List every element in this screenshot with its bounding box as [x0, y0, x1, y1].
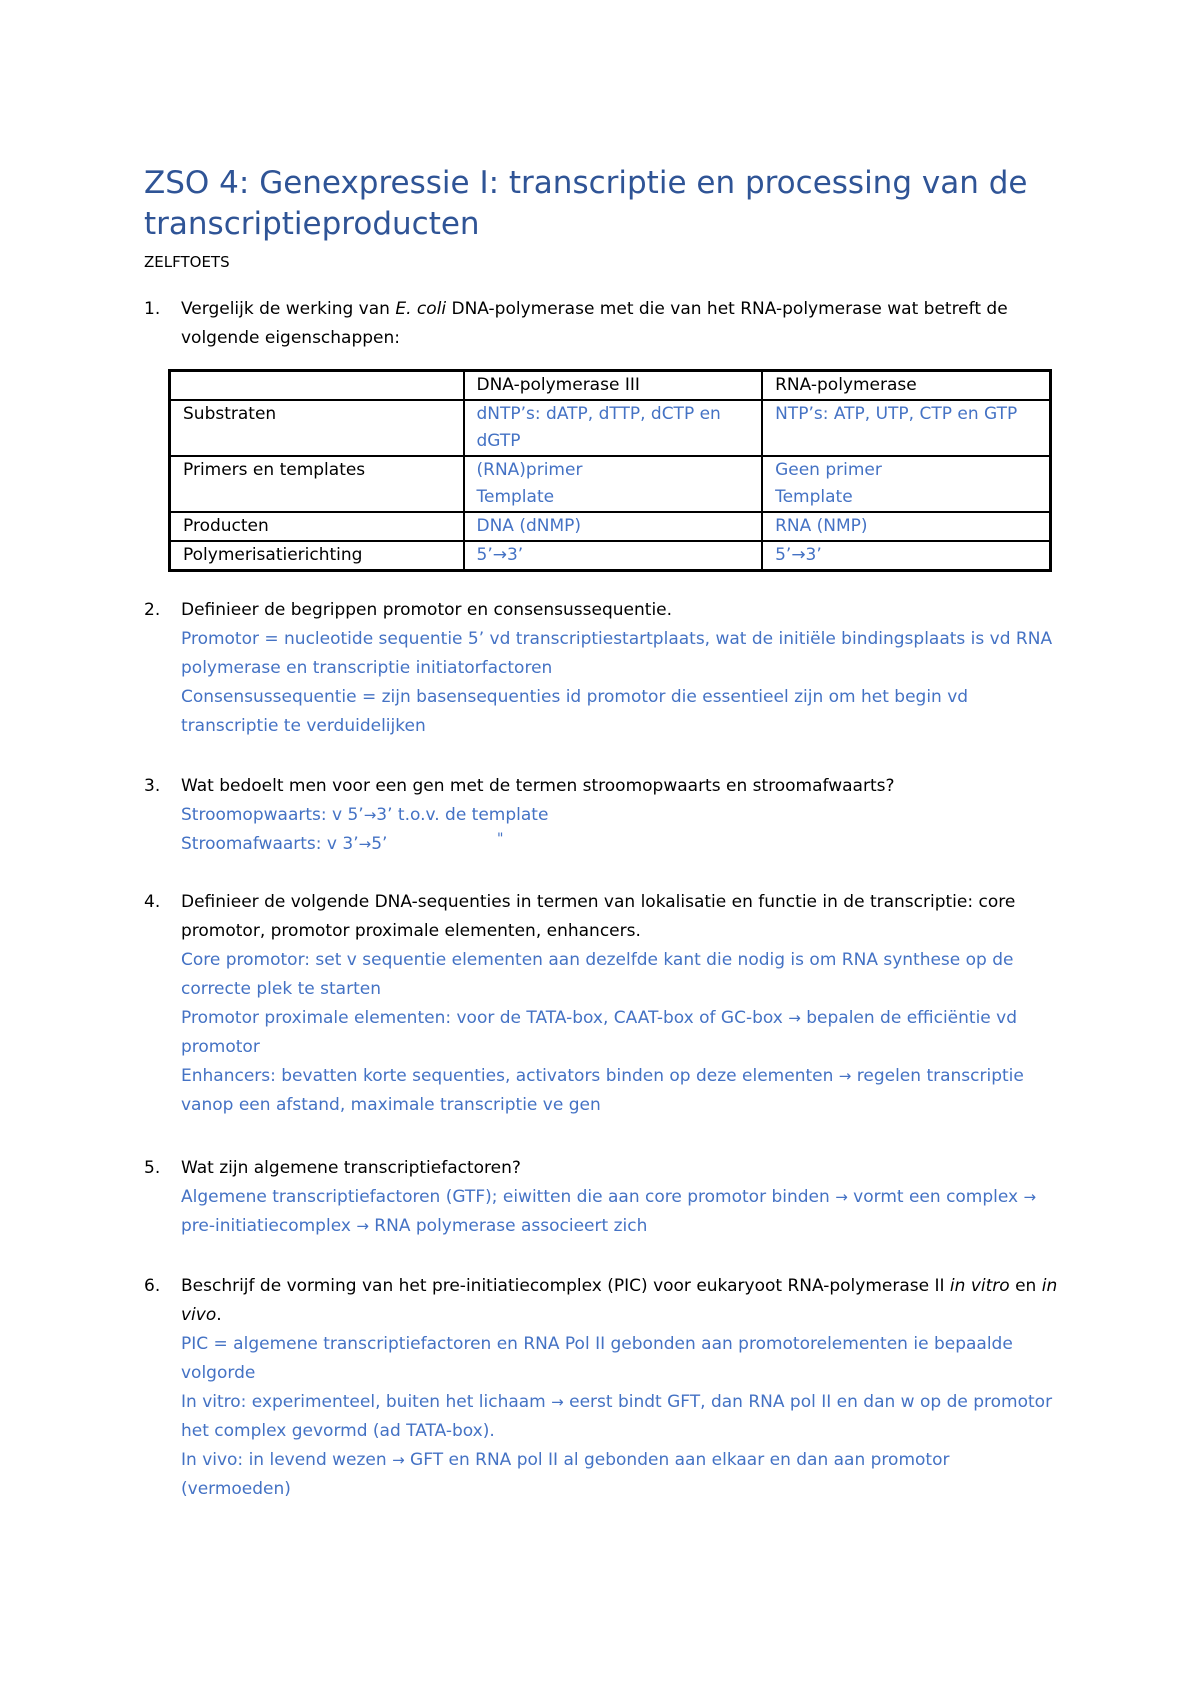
table-row-label: Producten — [170, 512, 464, 541]
table-header-cell — [170, 371, 464, 401]
question-text — [181, 1272, 1064, 1330]
table-header-cell: RNA-polymerase — [762, 371, 1050, 401]
answer-text-part: GFT en RNA pol II al gebonden aan elkaar en dan aan promotor (vermoeden) — [181, 1450, 950, 1499]
question-5 — [144, 1154, 1064, 1241]
table-cell-dna: dNTP’s: dATP, dTTP, dCTP en dGTP — [464, 400, 763, 456]
question-text: Wat zijn algemene transcriptiefactoren? — [181, 1158, 521, 1178]
question-2 — [144, 596, 1064, 741]
arrow-right-icon: → — [392, 1451, 405, 1469]
answer-text-part: Stroomopwaarts: v 5’ — [181, 805, 364, 825]
question-text: Definieer de begrippen promotor en consensussequentie. — [181, 600, 673, 620]
question-number: 2. — [144, 600, 161, 620]
answer-text-part: 3’ t.o.v. de template — [376, 805, 549, 825]
question-text-italic: in vitro — [949, 1276, 1010, 1296]
table-cell-rna: 5’→3’ — [762, 541, 1050, 571]
arrow-right-icon: → — [1023, 1188, 1037, 1206]
table-cell-rna: NTP’s: ATP, UTP, CTP en GTP — [762, 400, 1050, 456]
answer-text: Promotor = nucleotide sequentie 5’ vd transcriptiestartplaats, wat de initiële bindingsplaats is vd RNA polymerase en transcriptie initiatorfactoren — [181, 629, 1053, 678]
question-text-part: Vergelijk de werking van — [181, 299, 396, 319]
comparison-table — [168, 369, 1052, 572]
answer-text: PIC = algemene transcriptiefactoren en RNA Pol II gebonden aan promotorelementen ie bepaalde volgorde — [181, 1334, 1013, 1383]
question-3 — [144, 772, 1064, 859]
question-number: 5. — [144, 1158, 161, 1178]
table-row — [170, 512, 1051, 541]
table-row — [170, 541, 1051, 571]
table-row-label: Primers en templates — [170, 456, 464, 512]
question-number: 3. — [144, 776, 161, 796]
question-text — [181, 295, 1064, 353]
answer-text: Consensussequentie = zijn basensequenties id promotor die essentieel zijn om het begin vd transcriptie te verduidelijken — [181, 687, 969, 736]
answer-text-part: 5’ — [371, 834, 388, 854]
table-cell-line: Geen primer — [775, 460, 882, 480]
question-4 — [144, 888, 1064, 1120]
question-1 — [144, 295, 1064, 353]
answer-text — [181, 1004, 1064, 1062]
question-body — [181, 596, 1064, 741]
arrow-right-icon: → — [551, 1393, 564, 1411]
answer-text-part: RNA polymerase associeert zich — [368, 1216, 648, 1236]
arrow-right-icon: → — [838, 1067, 852, 1085]
question-text-part: DNA-polymerase met die van het RNA-polymerase wat betreft de volgende eigenschappen: — [181, 299, 1008, 348]
answer-text-part: eerst bindt GFT, dan RNA pol II en dan w op de promotor het complex gevormd (ad TATA-box). — [181, 1392, 1053, 1441]
table-cell-rna: RNA (NMP) — [762, 512, 1050, 541]
table-row — [170, 456, 1051, 512]
table-cell-line: Template — [476, 487, 555, 507]
question-text-part: Beschrijf de vorming van het pre-initiatiecomplex (PIC) voor eukaryoot RNA-polymerase II — [181, 1276, 950, 1296]
question-text: Wat bedoelt men voor een gen met de termen stroomopwaarts en stroomafwaarts? — [181, 776, 895, 796]
question-6 — [144, 1272, 1064, 1504]
arrow-right-icon: → — [358, 835, 372, 853]
question-text-italic: E. coli — [395, 299, 447, 319]
table-header-cell: DNA-polymerase III — [464, 371, 763, 401]
question-number: 1. — [144, 299, 161, 319]
question-number: 6. — [144, 1276, 161, 1296]
table-row-label: Substraten — [170, 400, 464, 456]
table-row — [170, 400, 1051, 456]
ditto-mark: " — [497, 831, 504, 847]
answer-text-part: Stroomafwaarts: v 3’ — [181, 834, 359, 854]
answer-text-part: In vitro: experimenteel, buiten het lichaam — [181, 1392, 552, 1412]
question-body — [181, 1272, 1064, 1504]
question-text: Definieer de volgende DNA-sequenties in termen van lokalisatie en functie in de transcriptie: core promotor, promotor proximale elementen, enhancers. — [181, 892, 1016, 941]
arrow-right-icon: → — [356, 1217, 369, 1235]
answer-text — [181, 830, 1064, 859]
question-body — [181, 888, 1064, 1120]
question-body — [181, 772, 1064, 859]
answer-text-part: regelen transcriptie vanop een afstand, maximale transcriptie ve gen — [181, 1066, 1024, 1115]
table-cell-dna — [464, 456, 763, 512]
table-cell-dna: DNA (dNMP) — [464, 512, 763, 541]
page-subtitle: ZELFTOETS — [144, 253, 230, 271]
table-cell-dna: 5’→3’ — [464, 541, 763, 571]
answer-text — [181, 1446, 1064, 1504]
question-text-part: en — [1009, 1276, 1042, 1296]
answer-text — [181, 801, 1064, 830]
table-cell-rna — [762, 456, 1050, 512]
answer-text-part: bepalen de efficiëntie vd promotor — [181, 1008, 1018, 1057]
page-title: ZSO 4: Genexpressie I: transcriptie en processing van de transcriptieproducten — [144, 165, 1028, 242]
question-text-part: . — [216, 1305, 222, 1325]
table-cell-line: (RNA)primer — [476, 460, 583, 480]
arrow-right-icon: → — [363, 806, 377, 824]
answer-text-part: In vivo: in levend wezen — [181, 1450, 393, 1470]
answer-text — [181, 1183, 1064, 1241]
answer-text-part: Enhancers: bevatten korte sequenties, activators binden op deze elementen — [181, 1066, 839, 1086]
answer-text-part: vormt een complex — [847, 1187, 1024, 1207]
question-number: 4. — [144, 892, 161, 912]
answer-text: Core promotor: set v sequentie elementen aan dezelfde kant die nodig is om RNA synthese op de correcte plek te starten — [181, 950, 1014, 999]
answer-text — [181, 1062, 1064, 1120]
arrow-right-icon: → — [788, 1009, 801, 1027]
answer-text-part: pre-initiatiecomplex — [181, 1216, 357, 1236]
answer-text — [181, 1388, 1064, 1446]
question-text-italic: in vivo — [181, 1276, 1058, 1325]
arrow-right-icon: → — [835, 1188, 848, 1206]
table-row-label: Polymerisatierichting — [170, 541, 464, 571]
answer-text-part: Algemene transcriptiefactoren (GTF); eiwitten die aan core promotor binden — [181, 1187, 836, 1207]
table-cell-line: Template — [775, 487, 853, 507]
table-header-row — [170, 371, 1051, 401]
answer-text-part: Promotor proximale elementen: voor de TATA-box, CAAT-box of GC-box — [181, 1008, 789, 1028]
question-body — [181, 1154, 1064, 1241]
